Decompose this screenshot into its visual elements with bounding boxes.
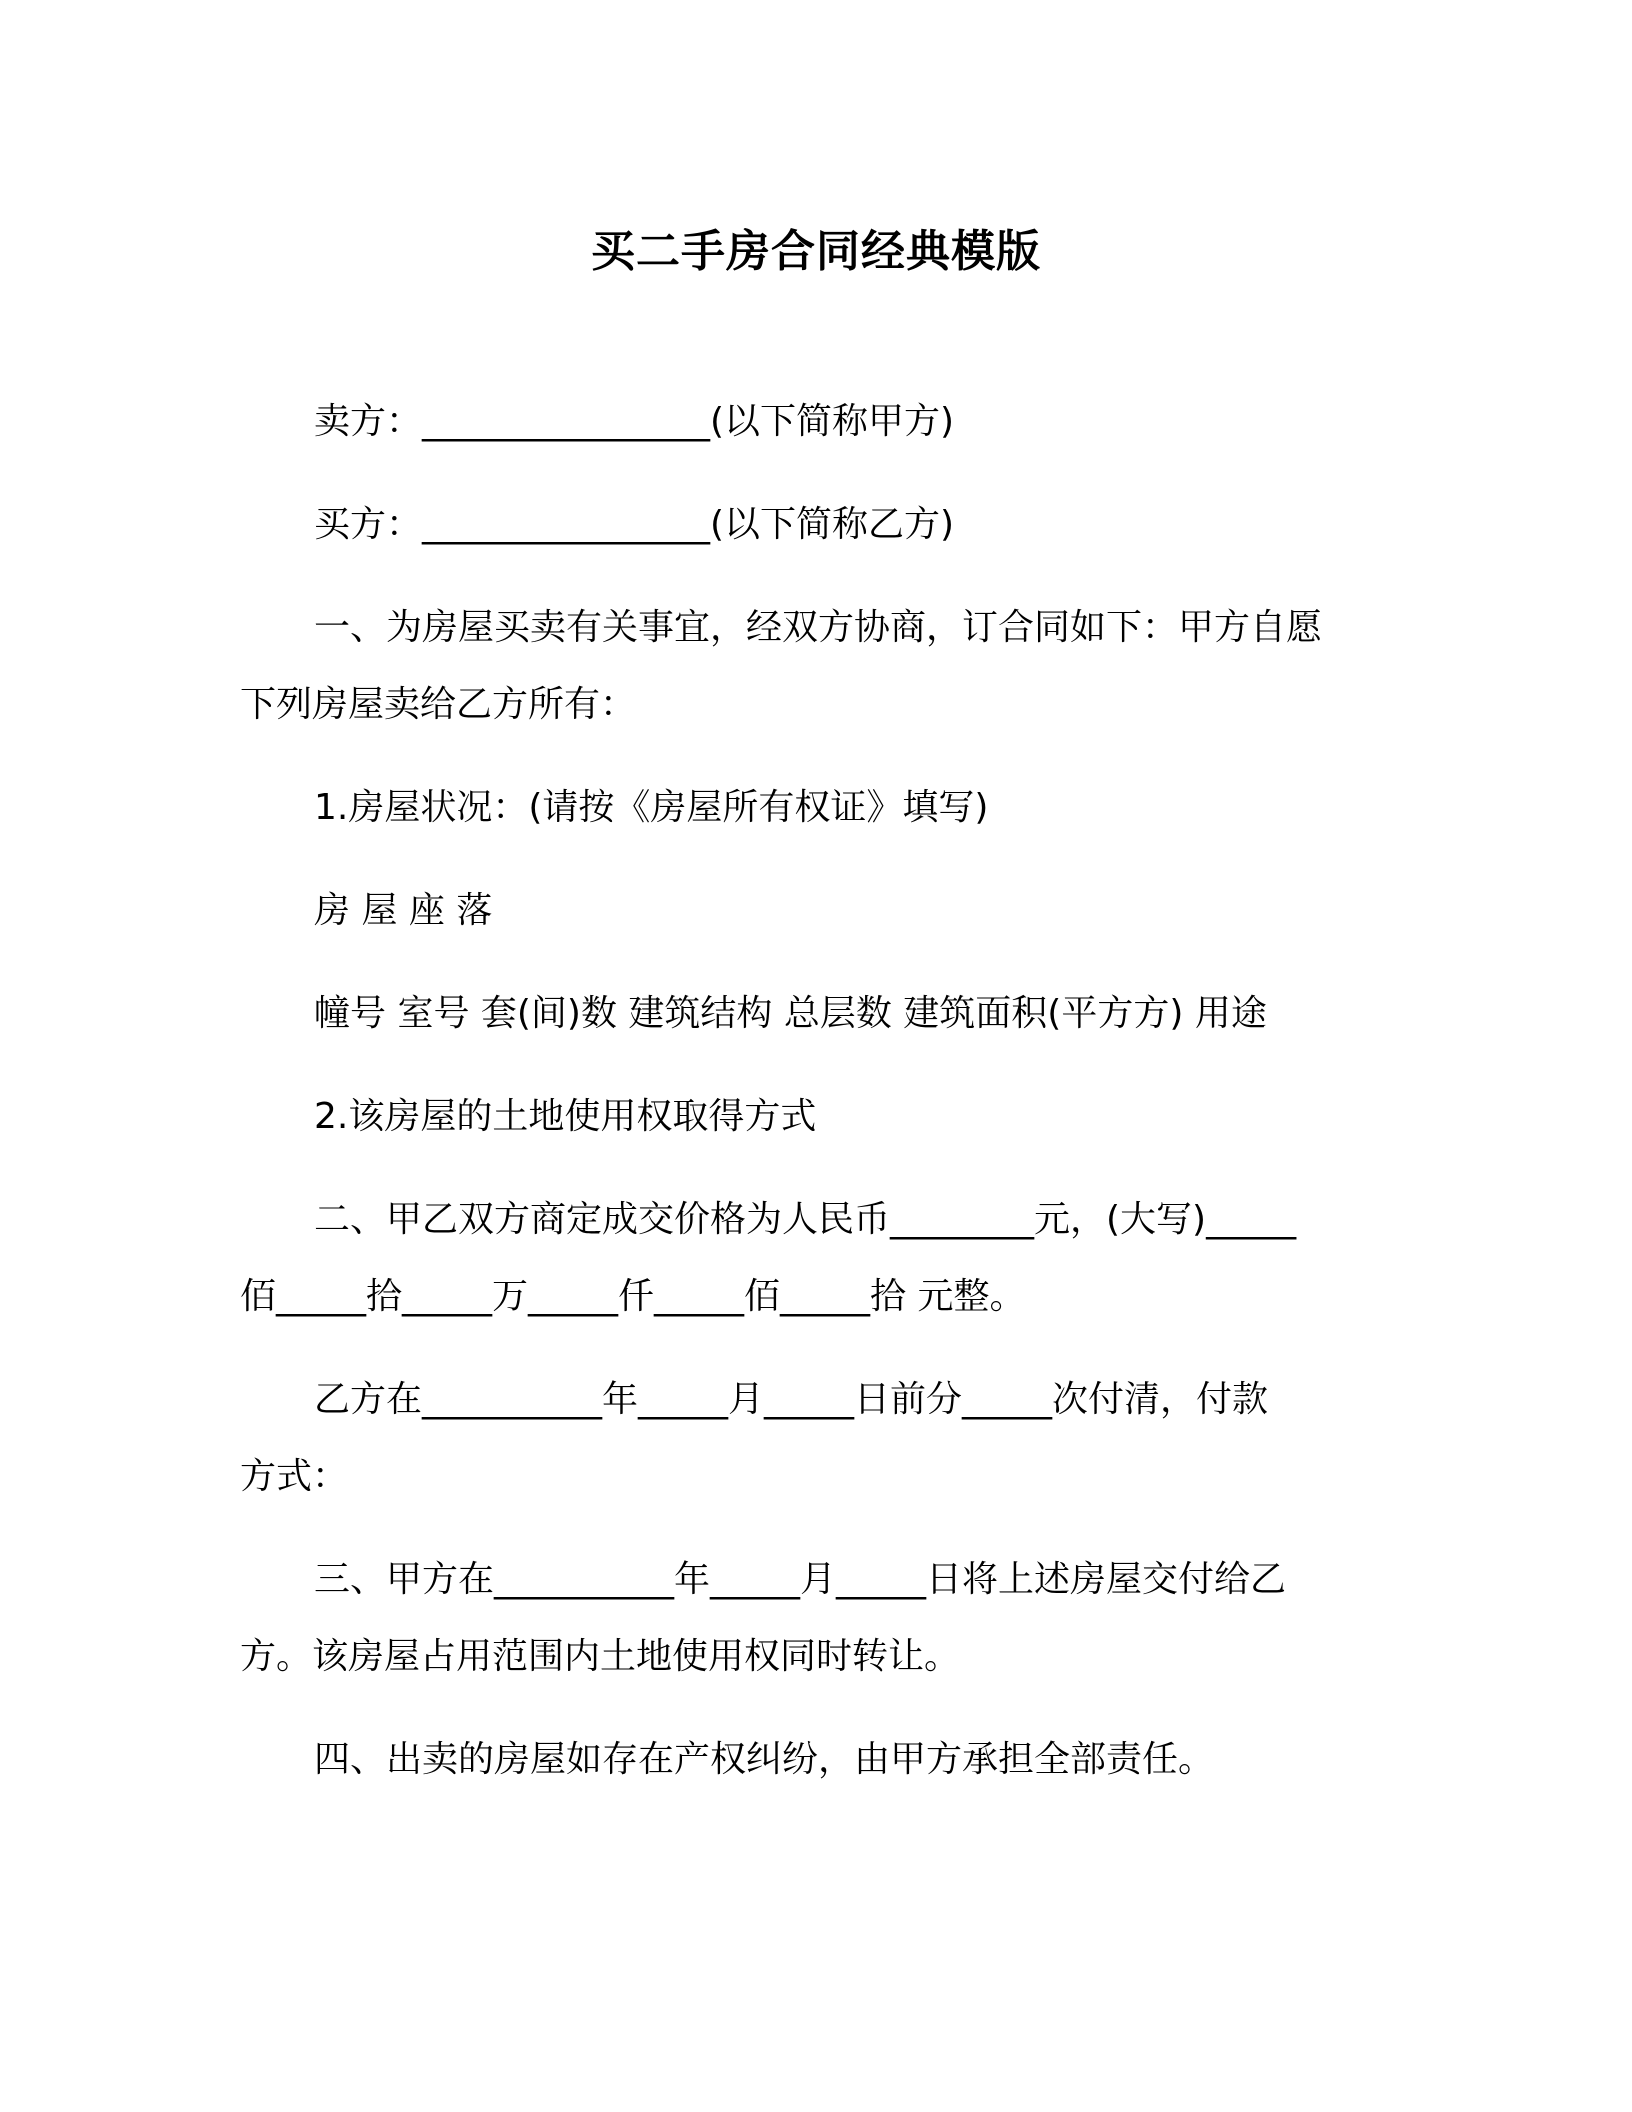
seller-line: 卖方：________________(以下简称甲方): [314, 401, 955, 442]
document-title: 买二手房合同经典模版: [591, 226, 1041, 277]
clause-3-line-1: 三、甲方在__________年_____月_____日将上述房屋交付给乙: [314, 1559, 1287, 1600]
clause-1-line-2: 下列房屋卖给乙方所有：: [240, 684, 637, 725]
clause-2-line-2: 佰_____拾_____万_____仟_____佰_____拾 元整。: [240, 1276, 1026, 1317]
land-use-line: 2.该房屋的土地使用权取得方式: [314, 1096, 817, 1137]
house-fields-line: 幢号 室号 套(间)数 建筑结构 总层数 建筑面积(平方方) 用途: [314, 993, 1267, 1034]
payment-line-2: 方式：: [240, 1456, 349, 1497]
clause-2-line-1: 二、甲乙双方商定成交价格为人民币________元，(大写)_____: [314, 1199, 1297, 1240]
payment-line-1: 乙方在__________年_____月_____日前分_____次付清，付款: [314, 1379, 1269, 1420]
buyer-line: 买方：________________(以下简称乙方): [314, 504, 955, 545]
house-location-line: 房 屋 座 落: [314, 890, 493, 931]
house-status-line: 1.房屋状况：(请按《房屋所有权证》填写): [314, 787, 989, 828]
clause-1-line-1: 一、为房屋买卖有关事宜，经双方协商，订合同如下：甲方自愿: [314, 607, 1323, 648]
clause-4-line: 四、出卖的房屋如存在产权纠纷，由甲方承担全部责任。: [314, 1739, 1215, 1780]
clause-3-line-2: 方。该房屋占用范围内土地使用权同时转让。: [240, 1636, 961, 1677]
